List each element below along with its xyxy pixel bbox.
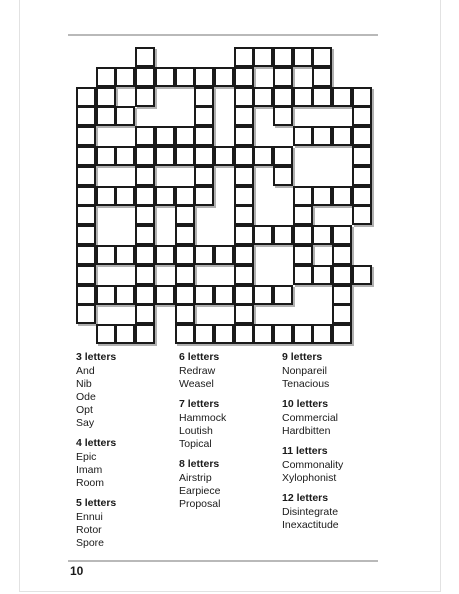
grid-cell[interactable]: [194, 67, 214, 87]
grid-cell[interactable]: [135, 245, 155, 265]
grid-cell[interactable]: [293, 205, 313, 225]
grid-cell[interactable]: [312, 225, 332, 245]
word-item: Redraw: [179, 365, 216, 377]
grid-cell[interactable]: [234, 186, 254, 206]
grid-cell[interactable]: [76, 225, 96, 245]
word-group: [76, 497, 116, 550]
grid-cell[interactable]: [96, 245, 116, 265]
grid-cell[interactable]: [76, 126, 96, 146]
grid-cell[interactable]: [96, 87, 116, 107]
grid-cell[interactable]: [76, 205, 96, 225]
grid-cell[interactable]: [96, 324, 116, 344]
grid-cell[interactable]: [194, 285, 214, 305]
grid-cell[interactable]: [273, 285, 293, 305]
word-group: [282, 351, 343, 391]
word-item: Commercial: [282, 412, 339, 424]
grid-cell[interactable]: [253, 146, 273, 166]
grid-cell[interactable]: [175, 285, 195, 305]
grid-cell[interactable]: [115, 146, 135, 166]
word-item: Hammock: [179, 412, 227, 424]
grid-cell[interactable]: [214, 285, 234, 305]
grid-cell[interactable]: [293, 47, 313, 67]
word-item: And: [76, 365, 95, 377]
grid-cell[interactable]: [155, 126, 175, 146]
word-group-heading: 12 letters: [282, 492, 329, 504]
grid-cell[interactable]: [352, 126, 372, 146]
word-group-heading: 8 letters: [179, 458, 220, 470]
grid-cell[interactable]: [155, 245, 175, 265]
word-group-heading: 7 letters: [179, 398, 220, 410]
grid-cell[interactable]: [135, 67, 155, 87]
word-item: Opt: [76, 404, 93, 416]
grid-cell[interactable]: [194, 186, 214, 206]
grid-cell[interactable]: [175, 324, 195, 344]
grid-cell[interactable]: [234, 47, 254, 67]
grid-cell[interactable]: [234, 166, 254, 186]
grid-cell[interactable]: [352, 166, 372, 186]
grid-cell[interactable]: [234, 67, 254, 87]
word-item: Say: [76, 417, 95, 429]
grid-cell[interactable]: [253, 324, 273, 344]
grid-cell[interactable]: [214, 245, 234, 265]
word-item: Inexactitude: [282, 519, 339, 531]
word-group: [76, 437, 116, 490]
grid-cell[interactable]: [332, 186, 352, 206]
word-group-heading: 10 letters: [282, 398, 329, 410]
word-item: Nonpareil: [282, 365, 327, 377]
grid-cell[interactable]: [135, 265, 155, 285]
word-group-heading: 5 letters: [76, 497, 117, 509]
grid-cell[interactable]: [234, 304, 254, 324]
grid-cell[interactable]: [115, 245, 135, 265]
bottom-rule: [68, 560, 378, 562]
word-item: Room: [76, 477, 105, 489]
grid-cell[interactable]: [175, 186, 195, 206]
grid-cell[interactable]: [76, 186, 96, 206]
grid-cell[interactable]: [273, 324, 293, 344]
grid-cell[interactable]: [273, 225, 293, 245]
word-list-column-1: [76, 351, 116, 557]
word-item: Topical: [179, 438, 212, 450]
grid-cell[interactable]: [175, 205, 195, 225]
grid-cell[interactable]: [293, 245, 313, 265]
word-group-heading: 4 letters: [76, 437, 117, 449]
grid-cell[interactable]: [253, 87, 273, 107]
grid-cell[interactable]: [234, 126, 254, 146]
grid-cell[interactable]: [135, 186, 155, 206]
page-number: 10: [70, 564, 84, 578]
word-group-heading: 9 letters: [282, 351, 323, 363]
grid-cell[interactable]: [96, 285, 116, 305]
grid-cell[interactable]: [234, 87, 254, 107]
grid-cell[interactable]: [135, 47, 155, 67]
grid-cell[interactable]: [293, 265, 313, 285]
word-item: Tenacious: [282, 378, 330, 390]
grid-cell[interactable]: [76, 146, 96, 166]
grid-cell[interactable]: [312, 47, 332, 67]
grid-cell[interactable]: [293, 87, 313, 107]
grid-cell[interactable]: [234, 285, 254, 305]
grid-cell[interactable]: [352, 87, 372, 107]
grid-cell[interactable]: [135, 87, 155, 107]
word-group-heading: 6 letters: [179, 351, 220, 363]
grid-cell[interactable]: [194, 166, 214, 186]
grid-cell[interactable]: [234, 245, 254, 265]
grid-cell[interactable]: [135, 166, 155, 186]
grid-cell[interactable]: [352, 186, 372, 206]
grid-cell[interactable]: [234, 205, 254, 225]
grid-cell[interactable]: [352, 205, 372, 225]
grid-cell[interactable]: [175, 265, 195, 285]
word-list-column-3: [282, 351, 343, 539]
grid-cell[interactable]: [194, 87, 214, 107]
word-item: Disintegrate: [282, 506, 339, 518]
word-group: [179, 398, 226, 451]
grid-cell[interactable]: [115, 67, 135, 87]
word-item: Weasel: [179, 378, 214, 390]
word-group: [179, 458, 226, 511]
word-item: Imam: [76, 464, 103, 476]
grid-cell[interactable]: [115, 324, 135, 344]
word-group: [76, 351, 116, 430]
word-item: Ennui: [76, 511, 103, 523]
grid-cell[interactable]: [76, 304, 96, 324]
word-item: Hardbitten: [282, 425, 331, 437]
grid-cell[interactable]: [234, 324, 254, 344]
grid-cell[interactable]: [96, 146, 116, 166]
word-item: Nib: [76, 378, 92, 390]
word-item: Airstrip: [179, 472, 212, 484]
grid-cell[interactable]: [135, 324, 155, 344]
grid-cell[interactable]: [214, 324, 234, 344]
word-item: Ode: [76, 391, 96, 403]
grid-cell[interactable]: [332, 225, 352, 245]
grid-cell[interactable]: [76, 87, 96, 107]
grid-cell[interactable]: [76, 245, 96, 265]
word-item: Earpiece: [179, 485, 221, 497]
grid-cell[interactable]: [194, 106, 214, 126]
grid-cell[interactable]: [175, 245, 195, 265]
grid-cell[interactable]: [253, 225, 273, 245]
grid-cell[interactable]: [273, 47, 293, 67]
word-group-heading: 3 letters: [76, 351, 117, 363]
grid-cell[interactable]: [312, 265, 332, 285]
word-item: Proposal: [179, 498, 221, 510]
word-list-column-2: [179, 351, 226, 518]
grid-cell[interactable]: [332, 324, 352, 344]
grid-cell[interactable]: [135, 225, 155, 245]
grid-cell[interactable]: [312, 324, 332, 344]
grid-cell[interactable]: [194, 146, 214, 166]
grid-cell[interactable]: [135, 205, 155, 225]
grid-cell[interactable]: [273, 166, 293, 186]
grid-cell[interactable]: [76, 106, 96, 126]
grid-cell[interactable]: [194, 126, 214, 146]
word-item: Xylophonist: [282, 472, 337, 484]
grid-cell[interactable]: [96, 186, 116, 206]
word-item: Commonality: [282, 459, 344, 471]
grid-cell[interactable]: [332, 304, 352, 324]
grid-cell[interactable]: [312, 126, 332, 146]
grid-cell[interactable]: [312, 186, 332, 206]
grid-cell[interactable]: [175, 225, 195, 245]
grid-cell[interactable]: [293, 186, 313, 206]
grid-cell[interactable]: [76, 265, 96, 285]
grid-cell[interactable]: [115, 186, 135, 206]
grid-cell[interactable]: [155, 67, 175, 87]
grid-cell[interactable]: [135, 146, 155, 166]
grid-cell[interactable]: [293, 324, 313, 344]
grid-cell[interactable]: [234, 225, 254, 245]
grid-cell[interactable]: [253, 285, 273, 305]
grid-cell[interactable]: [332, 265, 352, 285]
word-item: Rotor: [76, 524, 102, 536]
grid-cell[interactable]: [135, 304, 155, 324]
grid-cell[interactable]: [312, 67, 332, 87]
word-group: [282, 492, 343, 532]
grid-cell[interactable]: [76, 166, 96, 186]
word-group: [282, 398, 343, 438]
grid-cell[interactable]: [175, 304, 195, 324]
grid-cell[interactable]: [155, 285, 175, 305]
word-item: Spore: [76, 537, 105, 549]
grid-cell[interactable]: [155, 146, 175, 166]
word-group: [282, 445, 343, 485]
grid-cell[interactable]: [234, 106, 254, 126]
grid-cell[interactable]: [96, 67, 116, 87]
grid-cell[interactable]: [115, 106, 135, 126]
grid-cell[interactable]: [332, 87, 352, 107]
grid-cell[interactable]: [253, 47, 273, 67]
word-group-heading: 11 letters: [282, 445, 328, 457]
grid-cell[interactable]: [234, 265, 254, 285]
grid-cell[interactable]: [135, 126, 155, 146]
grid-cell[interactable]: [115, 285, 135, 305]
grid-cell[interactable]: [273, 106, 293, 126]
word-group: [179, 351, 226, 391]
grid-cell[interactable]: [312, 87, 332, 107]
grid-cell[interactable]: [352, 106, 372, 126]
grid-cell[interactable]: [135, 285, 155, 305]
grid-cell[interactable]: [273, 87, 293, 107]
grid-cell[interactable]: [214, 146, 234, 166]
grid-cell[interactable]: [175, 67, 195, 87]
grid-cell[interactable]: [273, 67, 293, 87]
grid-cell[interactable]: [352, 265, 372, 285]
grid-cell[interactable]: [96, 106, 116, 126]
grid-cell[interactable]: [273, 146, 293, 166]
grid-cell[interactable]: [293, 126, 313, 146]
grid-cell[interactable]: [332, 245, 352, 265]
grid-cell[interactable]: [175, 146, 195, 166]
grid-cell[interactable]: [332, 126, 352, 146]
grid-cell[interactable]: [214, 67, 234, 87]
word-item: Epic: [76, 451, 97, 463]
grid-cell[interactable]: [234, 146, 254, 166]
grid-cell[interactable]: [293, 225, 313, 245]
grid-cell[interactable]: [175, 126, 195, 146]
grid-cell[interactable]: [332, 285, 352, 305]
word-item: Loutish: [179, 425, 213, 437]
grid-cell[interactable]: [76, 285, 96, 305]
grid-cell[interactable]: [194, 245, 214, 265]
grid-cell[interactable]: [352, 146, 372, 166]
grid-cell[interactable]: [194, 324, 214, 344]
grid-cell[interactable]: [155, 186, 175, 206]
